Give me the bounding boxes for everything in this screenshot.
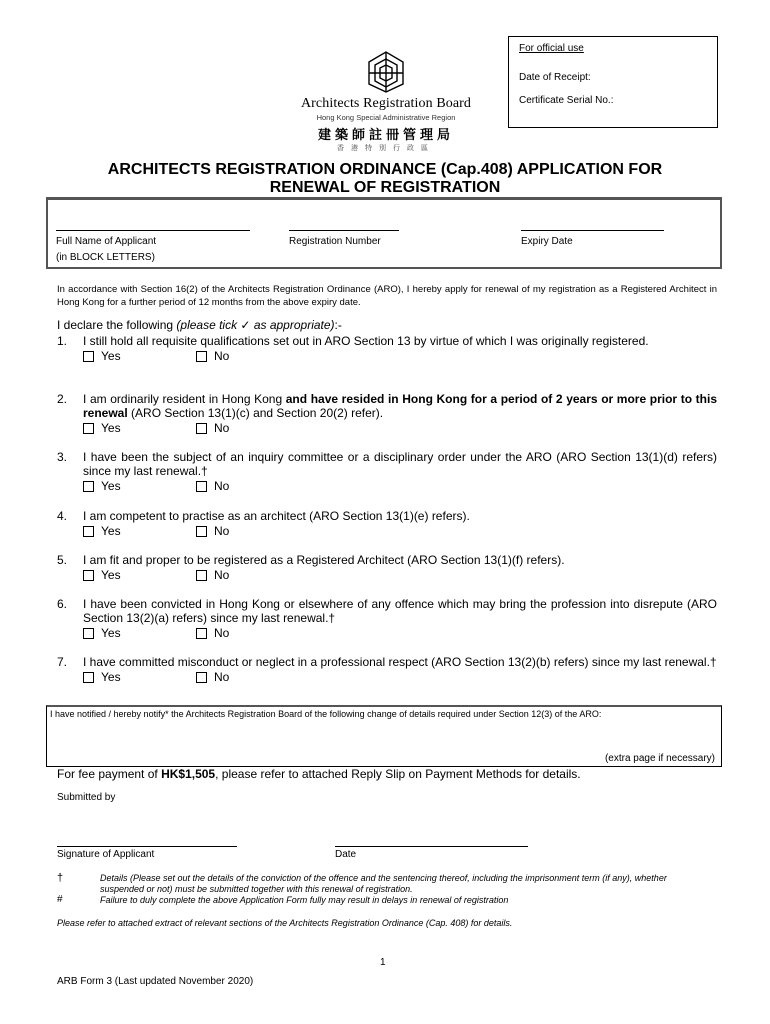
fee-payment-note bbox=[57, 767, 581, 781]
arb-emblem-icon bbox=[363, 48, 409, 94]
question-6 bbox=[57, 597, 717, 639]
no-option[interactable] bbox=[196, 524, 229, 538]
fee-text-post: , please refer to attached Reply Slip on Payment Methods for details. bbox=[215, 767, 581, 781]
footnote-hash-text: Failure to duly complete the above Application Form fully may result in delays in renewal of registration bbox=[100, 895, 509, 905]
question-number: 5. bbox=[57, 553, 68, 567]
expiry-date-field[interactable] bbox=[521, 230, 664, 231]
yes-checkbox[interactable] bbox=[83, 526, 94, 537]
title-line-2: RENEWAL OF REGISTRATION bbox=[269, 179, 501, 196]
question-number: 1. bbox=[57, 334, 68, 348]
answer-options bbox=[83, 567, 717, 581]
no-option[interactable] bbox=[196, 626, 229, 640]
submitted-by-label: Submitted by bbox=[57, 792, 116, 803]
answer-options bbox=[83, 669, 717, 683]
date-label: Date bbox=[335, 849, 357, 860]
yes-option[interactable] bbox=[83, 670, 121, 684]
yes-label: Yes bbox=[101, 421, 121, 435]
answer-options bbox=[83, 348, 717, 362]
title-line-1: ARCHITECTS REGISTRATION ORDINANCE (Cap.408) APPLICATION FOR bbox=[107, 161, 663, 178]
question-1 bbox=[57, 334, 717, 362]
question-text-pre: I am ordinarily resident in Hong Kong bbox=[83, 392, 286, 406]
no-checkbox[interactable] bbox=[196, 628, 207, 639]
no-checkbox[interactable] bbox=[196, 526, 207, 537]
question-text: I am competent to practise as an architect (ARO Section 13(1)(e) refers). bbox=[83, 509, 470, 523]
registration-number-field[interactable] bbox=[289, 230, 399, 231]
question-text: I have been convicted in Hong Kong or elsewhere of any offence which may bring the profession into disrepute (ARO Section 13(2)(a) refers) since my last renewal.† bbox=[83, 597, 717, 625]
no-label: No bbox=[214, 524, 230, 538]
question-text: I still hold all requisite qualifications set out in ARO Section 13 by virtue of which I was originally registered. bbox=[83, 334, 649, 348]
yes-option[interactable] bbox=[83, 479, 121, 493]
yes-label: Yes bbox=[101, 479, 121, 493]
yes-checkbox[interactable] bbox=[83, 672, 94, 683]
yes-label: Yes bbox=[101, 349, 121, 363]
no-label: No bbox=[214, 626, 230, 640]
expiry-date-label: Expiry Date bbox=[521, 236, 573, 247]
board-name-zh: 建築師註冊管理局 bbox=[317, 127, 454, 142]
yes-option[interactable] bbox=[83, 421, 121, 435]
no-checkbox[interactable] bbox=[196, 481, 207, 492]
region-en: Hong Kong Special Administrative Region bbox=[316, 113, 456, 122]
question-7 bbox=[57, 655, 717, 683]
board-name-en: Architects Registration Board bbox=[300, 96, 472, 111]
intro-paragraph: In accordance with Section 16(2) of the Architects Registration Ordinance (ARO), I hereby apply for renewal of my registration as a Registered Architect in Hong Kong for a further period of 12 months from the above expiry date. bbox=[57, 284, 717, 308]
no-label: No bbox=[214, 349, 230, 363]
declaration-lead: I declare the following bbox=[57, 318, 177, 332]
no-option[interactable] bbox=[196, 349, 229, 363]
no-checkbox[interactable] bbox=[196, 351, 207, 362]
question-2 bbox=[57, 392, 717, 434]
question-5 bbox=[57, 553, 717, 581]
footnote-dagger-mark: † bbox=[57, 872, 64, 884]
question-number: 4. bbox=[57, 509, 68, 523]
extract-reference-note: Please refer to attached extract of relevant sections of the Architects Registration Ordinance (Cap. 408) for details. bbox=[57, 918, 513, 928]
block-letters-note: (in BLOCK LETTERS) bbox=[56, 252, 155, 263]
question-number: 2. bbox=[57, 392, 68, 406]
footnote-hash-mark: # bbox=[57, 894, 63, 905]
no-label: No bbox=[214, 421, 230, 435]
yes-label: Yes bbox=[101, 626, 121, 640]
official-use-heading: For official use bbox=[519, 43, 584, 54]
date-field[interactable] bbox=[335, 846, 528, 847]
declaration-tail: :- bbox=[334, 318, 342, 332]
yes-label: Yes bbox=[101, 524, 121, 538]
question-text: I have committed misconduct or neglect in a professional respect (ARO Section 13(2)(b) refers) since my last renewal.† bbox=[83, 655, 717, 669]
applicant-details-box bbox=[46, 197, 722, 269]
signature-label: Signature of Applicant bbox=[57, 849, 155, 860]
question-text: I have been the subject of an inquiry committee or a disciplinary order under the ARO (ARO Section 13(1)(d) refers) since my last renewal.† bbox=[83, 450, 717, 478]
question-4 bbox=[57, 509, 717, 537]
signature-field[interactable] bbox=[57, 846, 237, 847]
region-zh: 香港特別行政區 bbox=[337, 145, 435, 152]
question-3 bbox=[57, 450, 717, 492]
date-of-receipt-label: Date of Receipt: bbox=[519, 72, 591, 83]
no-option[interactable] bbox=[196, 421, 229, 435]
question-number: 6. bbox=[57, 597, 68, 611]
fee-text-pre: For fee payment of bbox=[57, 767, 162, 781]
fee-amount: HK$1,505 bbox=[161, 767, 216, 781]
answer-options bbox=[83, 478, 717, 492]
arb-logo bbox=[286, 48, 486, 153]
form-identifier: ARB Form 3 (Last updated November 2020) bbox=[57, 976, 254, 987]
no-label: No bbox=[214, 479, 230, 493]
question-number: 7. bbox=[57, 655, 68, 669]
yes-option[interactable] bbox=[83, 524, 121, 538]
no-option[interactable] bbox=[196, 568, 229, 582]
answer-options bbox=[83, 523, 717, 537]
no-checkbox[interactable] bbox=[196, 423, 207, 434]
change-of-details-box[interactable] bbox=[46, 705, 722, 767]
answer-options bbox=[83, 625, 717, 639]
page-number: 1 bbox=[380, 957, 386, 968]
question-number: 3. bbox=[57, 450, 68, 464]
yes-checkbox[interactable] bbox=[83, 423, 94, 434]
no-label: No bbox=[214, 568, 230, 582]
question-text-post: (ARO Section 13(1)(c) and Section 20(2) refer). bbox=[127, 406, 384, 420]
yes-checkbox[interactable] bbox=[83, 628, 94, 639]
declaration-heading bbox=[57, 318, 342, 332]
yes-label: Yes bbox=[101, 670, 121, 684]
yes-option[interactable] bbox=[83, 626, 121, 640]
question-text: I am fit and proper to be registered as a Registered Architect (ARO Section 13(1)(f) refers). bbox=[83, 553, 565, 567]
footnote-dagger-text: Details (Please set out the details of the conviction of the offence and the sentencing thereof, including the imprisonment term (if any), whether suspended or not) must be submitted together with this renewal of registration. bbox=[100, 873, 667, 894]
yes-checkbox[interactable] bbox=[83, 351, 94, 362]
no-checkbox[interactable] bbox=[196, 570, 207, 581]
declaration-hint: (please tick ✓ as appropriate) bbox=[176, 318, 335, 332]
answer-options bbox=[83, 420, 717, 434]
yes-label: Yes bbox=[101, 568, 121, 582]
yes-option[interactable] bbox=[83, 349, 121, 363]
full-name-field[interactable] bbox=[56, 230, 250, 231]
no-label: No bbox=[214, 670, 230, 684]
change-of-details-text: I have notified / hereby notify* the Architects Registration Board of the following change of details required under Section 12(3) of the ARO: bbox=[50, 709, 602, 719]
certificate-serial-label: Certificate Serial No.: bbox=[519, 95, 614, 106]
yes-checkbox[interactable] bbox=[83, 570, 94, 581]
official-use-box bbox=[508, 36, 718, 128]
form-title bbox=[40, 161, 730, 197]
yes-option[interactable] bbox=[83, 568, 121, 582]
yes-checkbox[interactable] bbox=[83, 481, 94, 492]
no-option[interactable] bbox=[196, 670, 229, 684]
no-option[interactable] bbox=[196, 479, 229, 493]
question-text-bold: and have resided in Hong Kong for a period of 2 years or more prior to this renewal bbox=[83, 392, 717, 420]
registration-number-label: Registration Number bbox=[289, 236, 381, 247]
extra-page-note: (extra page if necessary) bbox=[604, 753, 715, 764]
no-checkbox[interactable] bbox=[196, 672, 207, 683]
question-text bbox=[83, 392, 717, 420]
full-name-label: Full Name of Applicant bbox=[56, 236, 157, 247]
